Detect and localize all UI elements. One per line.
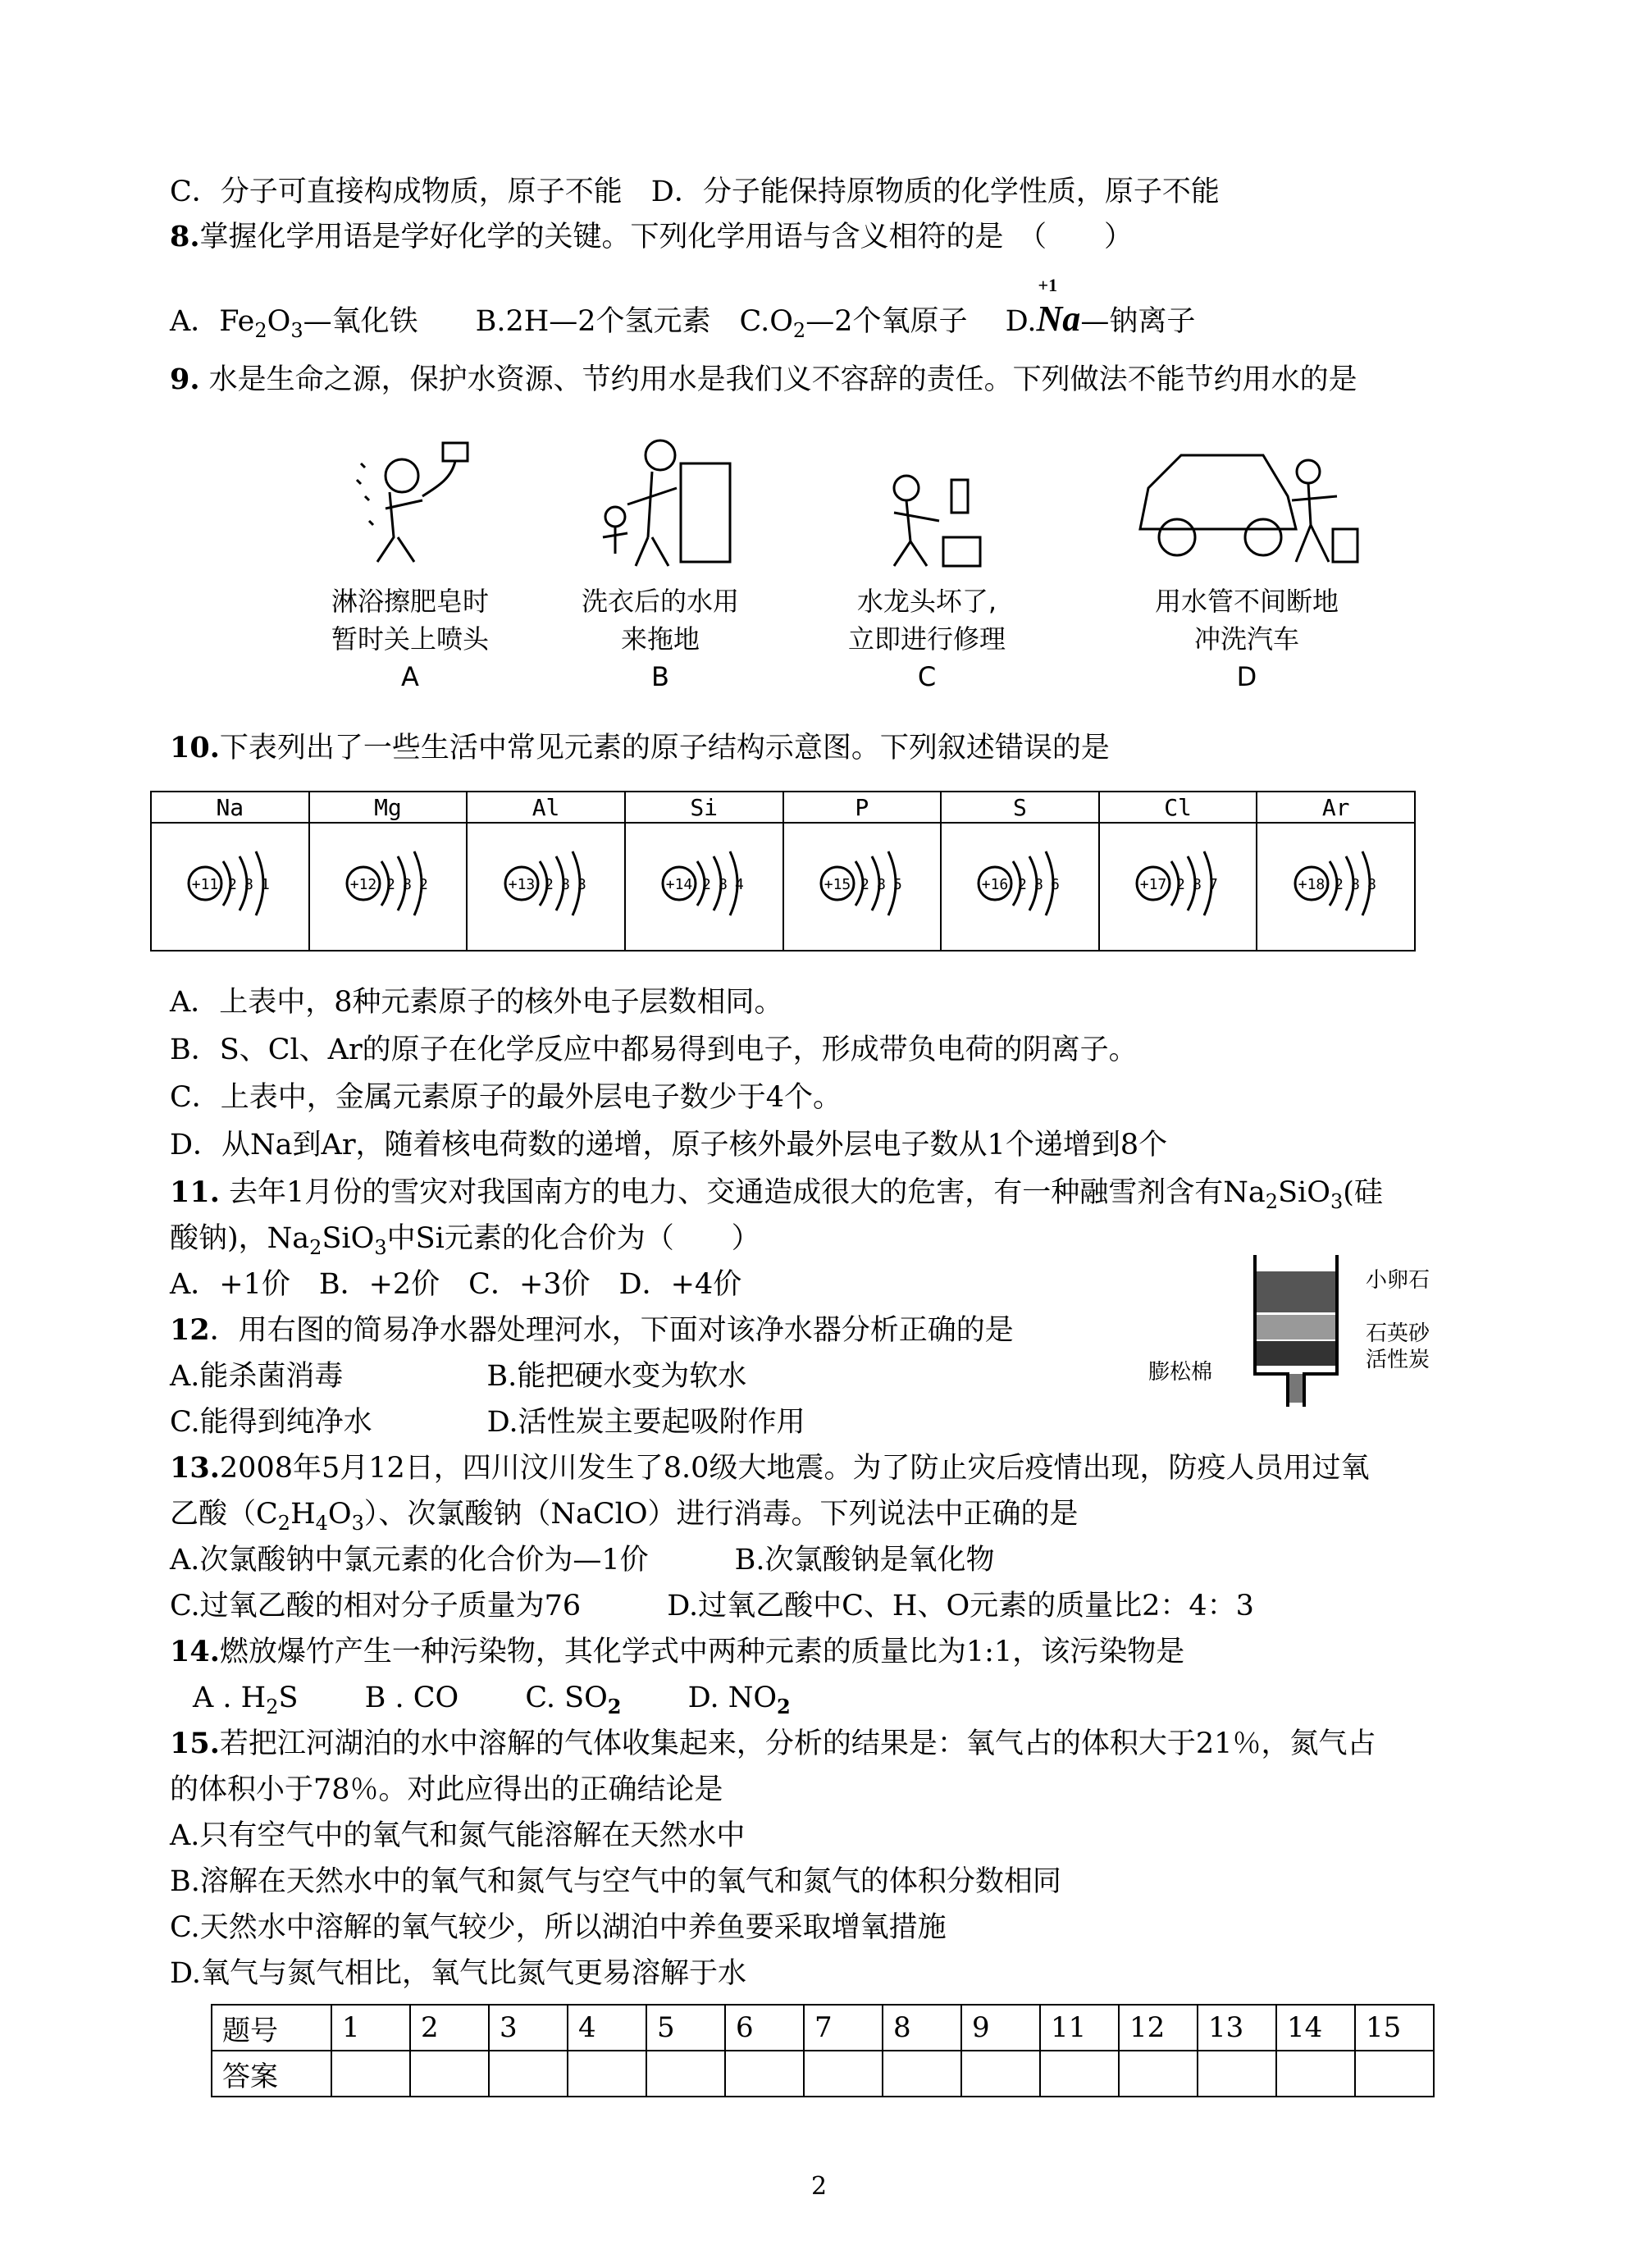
nucleus-charge: +14: [665, 875, 693, 893]
answer-table-header: 12: [1119, 2005, 1198, 2051]
atom-diagram: [172, 830, 287, 937]
answer-cell[interactable]: [1198, 2051, 1276, 2097]
q7-options-cd: C．分子可直接构成物质，原子不能 D．分子能保持原物质的化学性质，原子不能: [170, 176, 1220, 208]
q10-option-a: A．上表中，8种元素原子的核外电子层数相同。: [170, 986, 783, 1019]
q10-option-b: B．S、Cl、Ar的原子在化学反应中都易得到电子，形成带负电荷的阴离子。: [170, 1034, 1138, 1066]
atom-structure-table: [150, 791, 1416, 951]
answer-table-header: 15: [1355, 2005, 1434, 2051]
atom-diagram-cell: [1257, 823, 1415, 951]
shell-electron-count: 2: [860, 875, 869, 893]
answer-table-header: 8: [883, 2005, 961, 2051]
q9-picture-b-caption: 洗衣后的水用 来拖地 B: [581, 586, 739, 692]
shell-electron-count: 2: [1018, 875, 1028, 893]
atom-symbol: Mg: [309, 792, 468, 823]
answer-row-label: 答案: [212, 2051, 331, 2097]
answer-table-header: 3: [489, 2005, 568, 2051]
nucleus-charge: +16: [982, 875, 1009, 893]
water-filter-figure: [1148, 1251, 1476, 1411]
nucleus-charge: +12: [349, 875, 377, 893]
nucleus-charge: +11: [192, 875, 219, 893]
q15-option-a: A.只有空气中的氧气和氮气能溶解在天然水中: [170, 1819, 746, 1852]
atom-diagram: [1120, 830, 1235, 937]
water-filter-icon: [1247, 1251, 1362, 1411]
atom-diagram-cell: [625, 823, 783, 951]
filter-label-carbon: 活性炭: [1366, 1348, 1430, 1372]
atom-diagram: [489, 830, 604, 937]
shell-electron-count: 8: [1350, 875, 1360, 893]
shell-electron-count: 3: [577, 875, 586, 893]
atom-diagram: [331, 830, 445, 937]
q9-picture-c-caption: 水龙头坏了, 立即进行修理 C: [847, 586, 1006, 692]
answer-table-header: 2: [410, 2005, 489, 2051]
shell-electron-count: 8: [1193, 875, 1202, 893]
atom-symbol: Ar: [1257, 792, 1415, 823]
q13-question-line2: 乙酸$(C_2H_4O_3)$、次氯酸钠（NaClO）进行消毒。下列说法中正确的是: [170, 1498, 1079, 1535]
answer-table-header: 9: [961, 2005, 1040, 2051]
q9-picture-a-caption: 淋浴擦肥皂时 暂时关上喷头 A: [331, 586, 489, 692]
atom-diagram-cell: [151, 823, 309, 951]
nucleus-charge: +15: [824, 875, 851, 893]
answer-cell[interactable]: [804, 2051, 883, 2097]
q12-options-ab: A.能杀菌消毒 B.能把硬水变为软水: [170, 1360, 747, 1393]
q13-options-ab: A.次氯酸钠中氯元素的化合价为—1价 B.次氯酸钠是氧化物: [170, 1544, 995, 1577]
shell-electron-count: 2: [418, 875, 428, 893]
answer-table-header: 7: [804, 2005, 883, 2051]
shell-electron-count: 8: [1367, 875, 1376, 893]
nucleus-charge: +18: [1298, 875, 1325, 893]
q15-option-b: B.溶解在天然水中的氧气和氮气与空气中的氧气和氮气的体积分数相同: [170, 1865, 1061, 1898]
nucleus-charge: +17: [1139, 875, 1167, 893]
filter-label-pebbles: 小卵石: [1366, 1268, 1430, 1293]
shell-electron-count: 8: [560, 875, 570, 893]
shell-electron-count: 2: [1334, 875, 1344, 893]
shell-electron-count: 2: [386, 875, 395, 893]
answer-cell[interactable]: [410, 2051, 489, 2097]
q11-question-line2: 酸钠)，$Na_2SiO_3$中Si元素的化合价为（ ）: [170, 1222, 760, 1259]
answer-cell[interactable]: [568, 2051, 646, 2097]
atom-diagram: [1279, 830, 1394, 937]
cartoon-car-wash-icon: [1132, 439, 1362, 574]
answer-table: [211, 2004, 1435, 2097]
answer-cell[interactable]: [1276, 2051, 1355, 2097]
answer-table-header: 5: [646, 2005, 725, 2051]
q15-question: 15.若把江河湖泊的水中溶解的气体收集起来，分析的结果是：氧气占的体积大于21％，氮气占: [170, 1727, 1376, 1760]
q14-question: 14.燃放爆竹产生一种污染物，其化学式中两种元素的质量比为1:1，该污染物是: [170, 1635, 1185, 1668]
q13-question: 13.2008年5月12日，四川汶川发生了8.0级大地震。为了防止灾后疫情出现，防疫人员用过氧: [170, 1451, 1370, 1485]
answer-table-header: 题号: [212, 2005, 331, 2051]
answer-cell[interactable]: [1119, 2051, 1198, 2097]
atom-diagram-cell: [467, 823, 625, 951]
cartoon-washing-icon: [595, 431, 742, 574]
answer-cell[interactable]: [725, 2051, 804, 2097]
nucleus-charge: +13: [508, 875, 535, 893]
atom-symbol: Na: [151, 792, 309, 823]
q8-question: 8.掌握化学用语是学好化学的关键。下列化学用语与含义相符的是 （ ）: [170, 220, 1134, 253]
shell-electron-count: 1: [261, 875, 271, 893]
answer-table-header: 13: [1198, 2005, 1276, 2051]
answer-table-header: 14: [1276, 2005, 1355, 2051]
q11-options: A．+1价 B．+2价 C．+3价 D．+4价: [170, 1268, 742, 1301]
q15-question-line2: 的体积小于78％。对此应得出的正确结论是: [170, 1773, 723, 1806]
shell-electron-count: 8: [402, 875, 412, 893]
shell-electron-count: 8: [1034, 875, 1044, 893]
atom-diagram: [805, 830, 919, 937]
q15-option-c: C.天然水中溶解的氧气较少，所以湖泊中养鱼要采取增氧措施: [170, 1911, 947, 1944]
shell-electron-count: 8: [876, 875, 886, 893]
answer-table-header: 1: [331, 2005, 410, 2051]
q10-option-c: C．上表中，金属元素原子的最外层电子数少于4个。: [170, 1081, 842, 1114]
shell-electron-count: 5: [892, 875, 902, 893]
atom-symbol: Al: [467, 792, 625, 823]
shell-electron-count: 2: [1176, 875, 1185, 893]
q10-option-d: D．从Na到Ar，随着核电荷数的递增，原子核外最外层电子数从1个递增到8个: [170, 1129, 1168, 1161]
shell-electron-count: 2: [228, 875, 238, 893]
shell-electron-count: 2: [544, 875, 554, 893]
shell-electron-count: 8: [244, 875, 254, 893]
atom-diagram-cell: [783, 823, 942, 951]
atom-symbol: Si: [625, 792, 783, 823]
q9-picture-d-caption: 用水管不间断地 冲洗汽车 D: [1154, 586, 1339, 692]
answer-table-header: 4: [568, 2005, 646, 2051]
filter-label-sand: 石英砂: [1366, 1321, 1430, 1346]
q12-question: 12．用右图的简易净水器处理河水，下面对该净水器分析正确的是: [170, 1313, 1014, 1347]
atom-diagram-cell: [1099, 823, 1257, 951]
sodium-symbol: +1 Na: [1036, 275, 1081, 339]
atom-symbol: S: [941, 792, 1099, 823]
q10-question: 10.下表列出了一些生活中常见元素的原子结构示意图。下列叙述错误的是: [170, 731, 1110, 764]
shell-electron-count: 4: [735, 875, 745, 893]
q8-options: A．$Fe_2O_3—$氧化铁 B.2H—2个氢元素 $C.O_2—2$个氧原子 D. +1 Na—钠离子: [170, 275, 1196, 342]
atom-diagram: [962, 830, 1077, 937]
cartoon-shower-icon: [344, 431, 476, 570]
answer-table-header: 6: [725, 2005, 804, 2051]
shell-electron-count: 6: [1051, 875, 1061, 893]
atom-symbol: P: [783, 792, 942, 823]
filter-label-cotton: 膨松棉: [1148, 1360, 1213, 1385]
q12-options-cd: C.能得到纯净水 D.活性炭主要起吸附作用: [170, 1406, 805, 1439]
q9-pictures: [303, 431, 1386, 701]
q9-question: 9. 水是生命之源，保护水资源、节约用水是我们义不容辞的责任。下列做法不能节约用水的是: [170, 363, 1357, 396]
atom-diagram: [646, 830, 761, 937]
answer-cell[interactable]: [1355, 2051, 1434, 2097]
q15-option-d: D.氧气与氮气相比，氧气比氮气更易溶解于水: [170, 1957, 746, 1990]
answer-cell[interactable]: [646, 2051, 725, 2097]
answer-table-header: 11: [1040, 2005, 1119, 2051]
answer-cell[interactable]: [883, 2051, 961, 2097]
answer-cell[interactable]: [1040, 2051, 1119, 2097]
answer-cell[interactable]: [489, 2051, 568, 2097]
atom-symbol: Cl: [1099, 792, 1257, 823]
answer-cell[interactable]: [331, 2051, 410, 2097]
q14-options: A . $H_2S$ B . CO C. $SO_2$ D. $NO_2$: [193, 1682, 791, 1718]
shell-electron-count: 8: [719, 875, 728, 893]
q11-question: 11. 去年1月份的雪灾对我国南方的电力、交通造成很大的危害，有一种融雪剂含有$Na_2SiO_3$(硅: [170, 1175, 1383, 1213]
q13-options-cd: C.过氧乙酸的相对分子质量为76 D.过氧乙酸中C、H、O元素的质量比2：4：3: [170, 1590, 1254, 1622]
page-number: 2: [810, 2172, 828, 2201]
cartoon-repair-icon: [878, 463, 992, 574]
answer-cell[interactable]: [961, 2051, 1040, 2097]
shell-electron-count: 7: [1209, 875, 1218, 893]
shell-electron-count: 2: [702, 875, 712, 893]
atom-diagram-cell: [309, 823, 468, 951]
atom-diagram-cell: [941, 823, 1099, 951]
